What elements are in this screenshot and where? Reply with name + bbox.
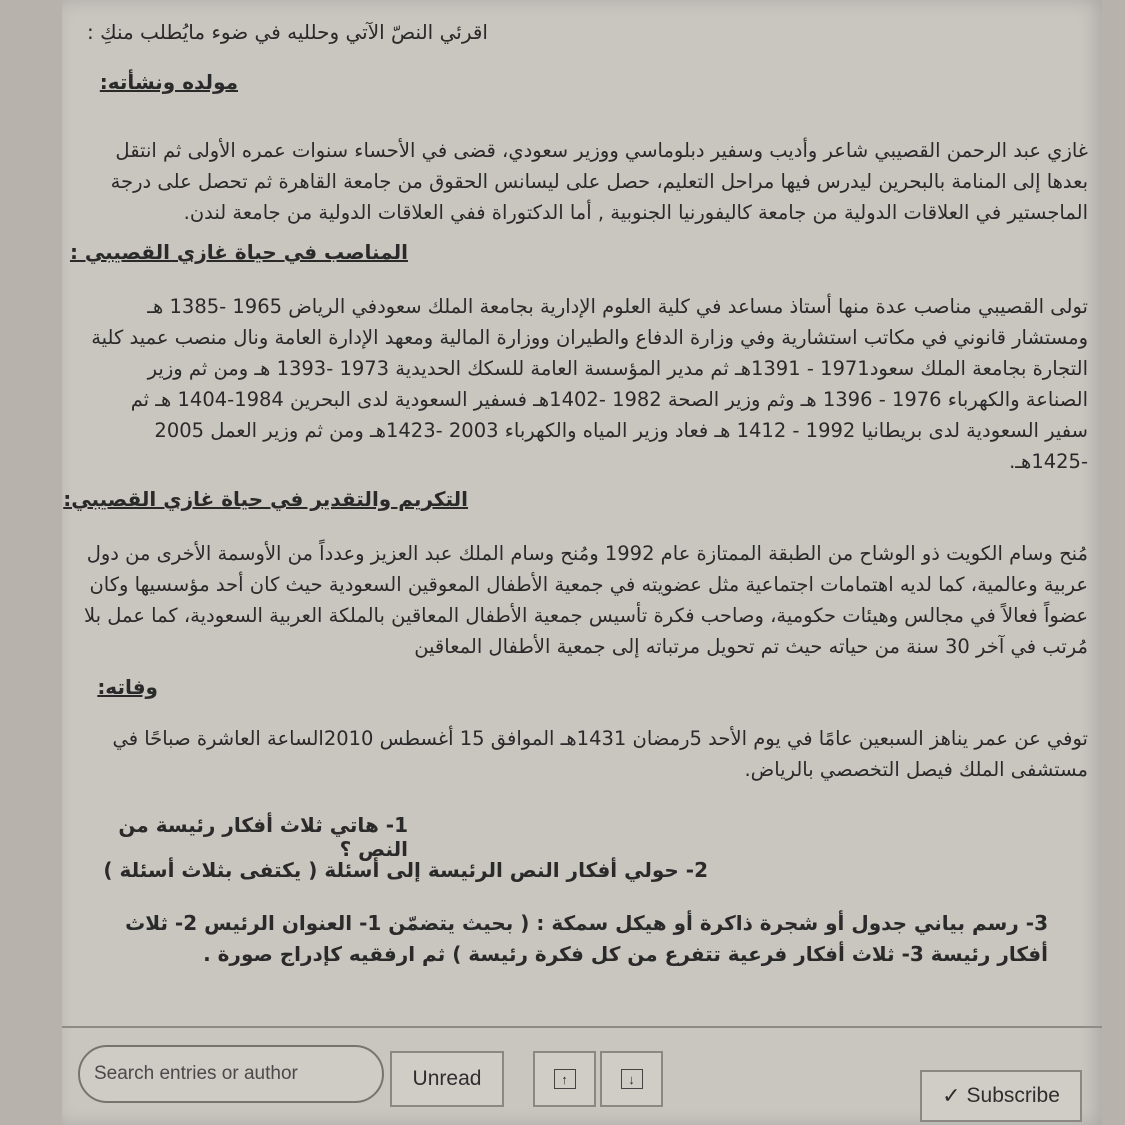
previous-unread-button[interactable] bbox=[533, 1051, 596, 1107]
paragraph-honors: مُنح وسام الكويت ذو الوشاح من الطبقة الممتازة عام 1992 ومُنح وسام الملك عبد العزيز وعدداً من الأوسمة الأخرى من دول عربية وعالمية، كما لديه اهتمامات اجتماعية مثل عضويته في جمعية الأطفال المعوقين السعودية حيث كان أحد مؤسسيها وكان عضواً فعالاً في مجالس وهيئات حكومية، وصاحب فكرة تأسيس جمعية الأطفال المعاقين بالملكة العربية السعودية، كما عمل بلا مُرتب في آخر 30 سنة من حياته حيث تم تحويل مرتباته إلى جمعية الأطفال المعاقين bbox=[84, 542, 1088, 658]
subscribe-button[interactable] bbox=[920, 1070, 1082, 1122]
instruction-text: اقرئي النصّ الآتي وحلليه في ضوء مايُطلب منكِ : bbox=[87, 20, 488, 44]
question-3: 3- رسم بياني جدول أو شجرة ذاكرة أو هيكل سمكة : ( بحيث يتضمّن 1- العنوان الرئيس 2- ثلاث أفكار رئيسة 3- ثلاث أفكار فرعية تتفرع من كل فكرة رئيسة ) ثم ارفقيه كإدراج صورة . bbox=[125, 911, 1048, 966]
unread-button[interactable] bbox=[390, 1051, 504, 1107]
heading-positions: المناصب في حياة غازي القصيبي : bbox=[69, 240, 408, 264]
paragraph-positions: تولى القصيبي مناصب عدة منها أستاذ مساعد في كلية العلوم الإدارية بجامعة الملك سعودفي الرياض 1965 -1385 هـ ومستشار قانوني في مكاتب استشارية وفي وزارة الدفاع والطيران ووزارة المالية ومعهد الإدارة العامة ونال منصب عميد كلية التجارة بجامعة الملك سعود1971 - 1391هـ ثم مدير المؤسسة العامة للسكك الحديدية 1973 -1393 هـ ومن ثم وزير الصناعة والكهرباء 1976 - 1396 هـ وثم وزير الصحة 1982 -1402هـ فسفير السعودية لدى البحرين 1984-1404 هـ ثم سفير السعودية لدى بريطانيا 1992 - 1412 هـ فعاد وزير المياه والكهرباء 2003 -1423هـ ومن ثم وزير العمل 2005 -1425هـ. bbox=[91, 295, 1088, 473]
paragraph-death: توفي عن عمر يناهز السبعين عامًا في يوم الأحد 5رمضان 1431هـ الموافق 15 أغسطس 2010الساعة العاشرة صباحًا في مستشفى الملك فيصل التخصصي بالرياض. bbox=[112, 727, 1088, 781]
search-input[interactable] bbox=[94, 1047, 368, 1101]
unread-label: Unread bbox=[412, 1067, 482, 1090]
question-1: 1- هاتي ثلاث أفكار رئيسة من النص ؟ bbox=[118, 813, 408, 861]
checkmark-icon: ✓ bbox=[942, 1083, 961, 1108]
heading-birth: مولده ونشأته: bbox=[99, 70, 238, 94]
next-unread-button[interactable] bbox=[600, 1051, 663, 1107]
arrow-up-icon: ↑ bbox=[554, 1069, 576, 1089]
question-2: 2- حولي أفكار النص الرئيسة إلى أسئلة ( يكتفى بثلاث أسئلة ) bbox=[103, 858, 708, 882]
arrow-down-icon: ↓ bbox=[621, 1069, 643, 1089]
paragraph-birth: غازي عبد الرحمن القصيبي شاعر وأديب وسفير دبلوماسي ووزير سعودي، قضى في الأحساء سنوات عمره الأولى ثم انتقل بعدها إلى المنامة بالبحرين ليدرس فيها مراحل التعليم، حصل على ليسانس الحقوق من جامعة القاهرة ثم تحصل على درجة الماجستير في العلاقات الدولية من جامعة كاليفورنيا الجنوبية , أما الدكتوراة ففي العلاقات الدولية من جامعة لندن. bbox=[110, 139, 1088, 224]
heading-death: وفاته: bbox=[97, 675, 158, 699]
subscribe-label: Subscribe bbox=[966, 1084, 1060, 1107]
heading-honors: التكريم والتقدير في حياة غازي القصيبي: bbox=[63, 487, 468, 511]
document bbox=[63, 8, 1088, 1018]
toolbar bbox=[0, 1028, 1125, 1125]
search-box[interactable] bbox=[78, 1045, 384, 1103]
